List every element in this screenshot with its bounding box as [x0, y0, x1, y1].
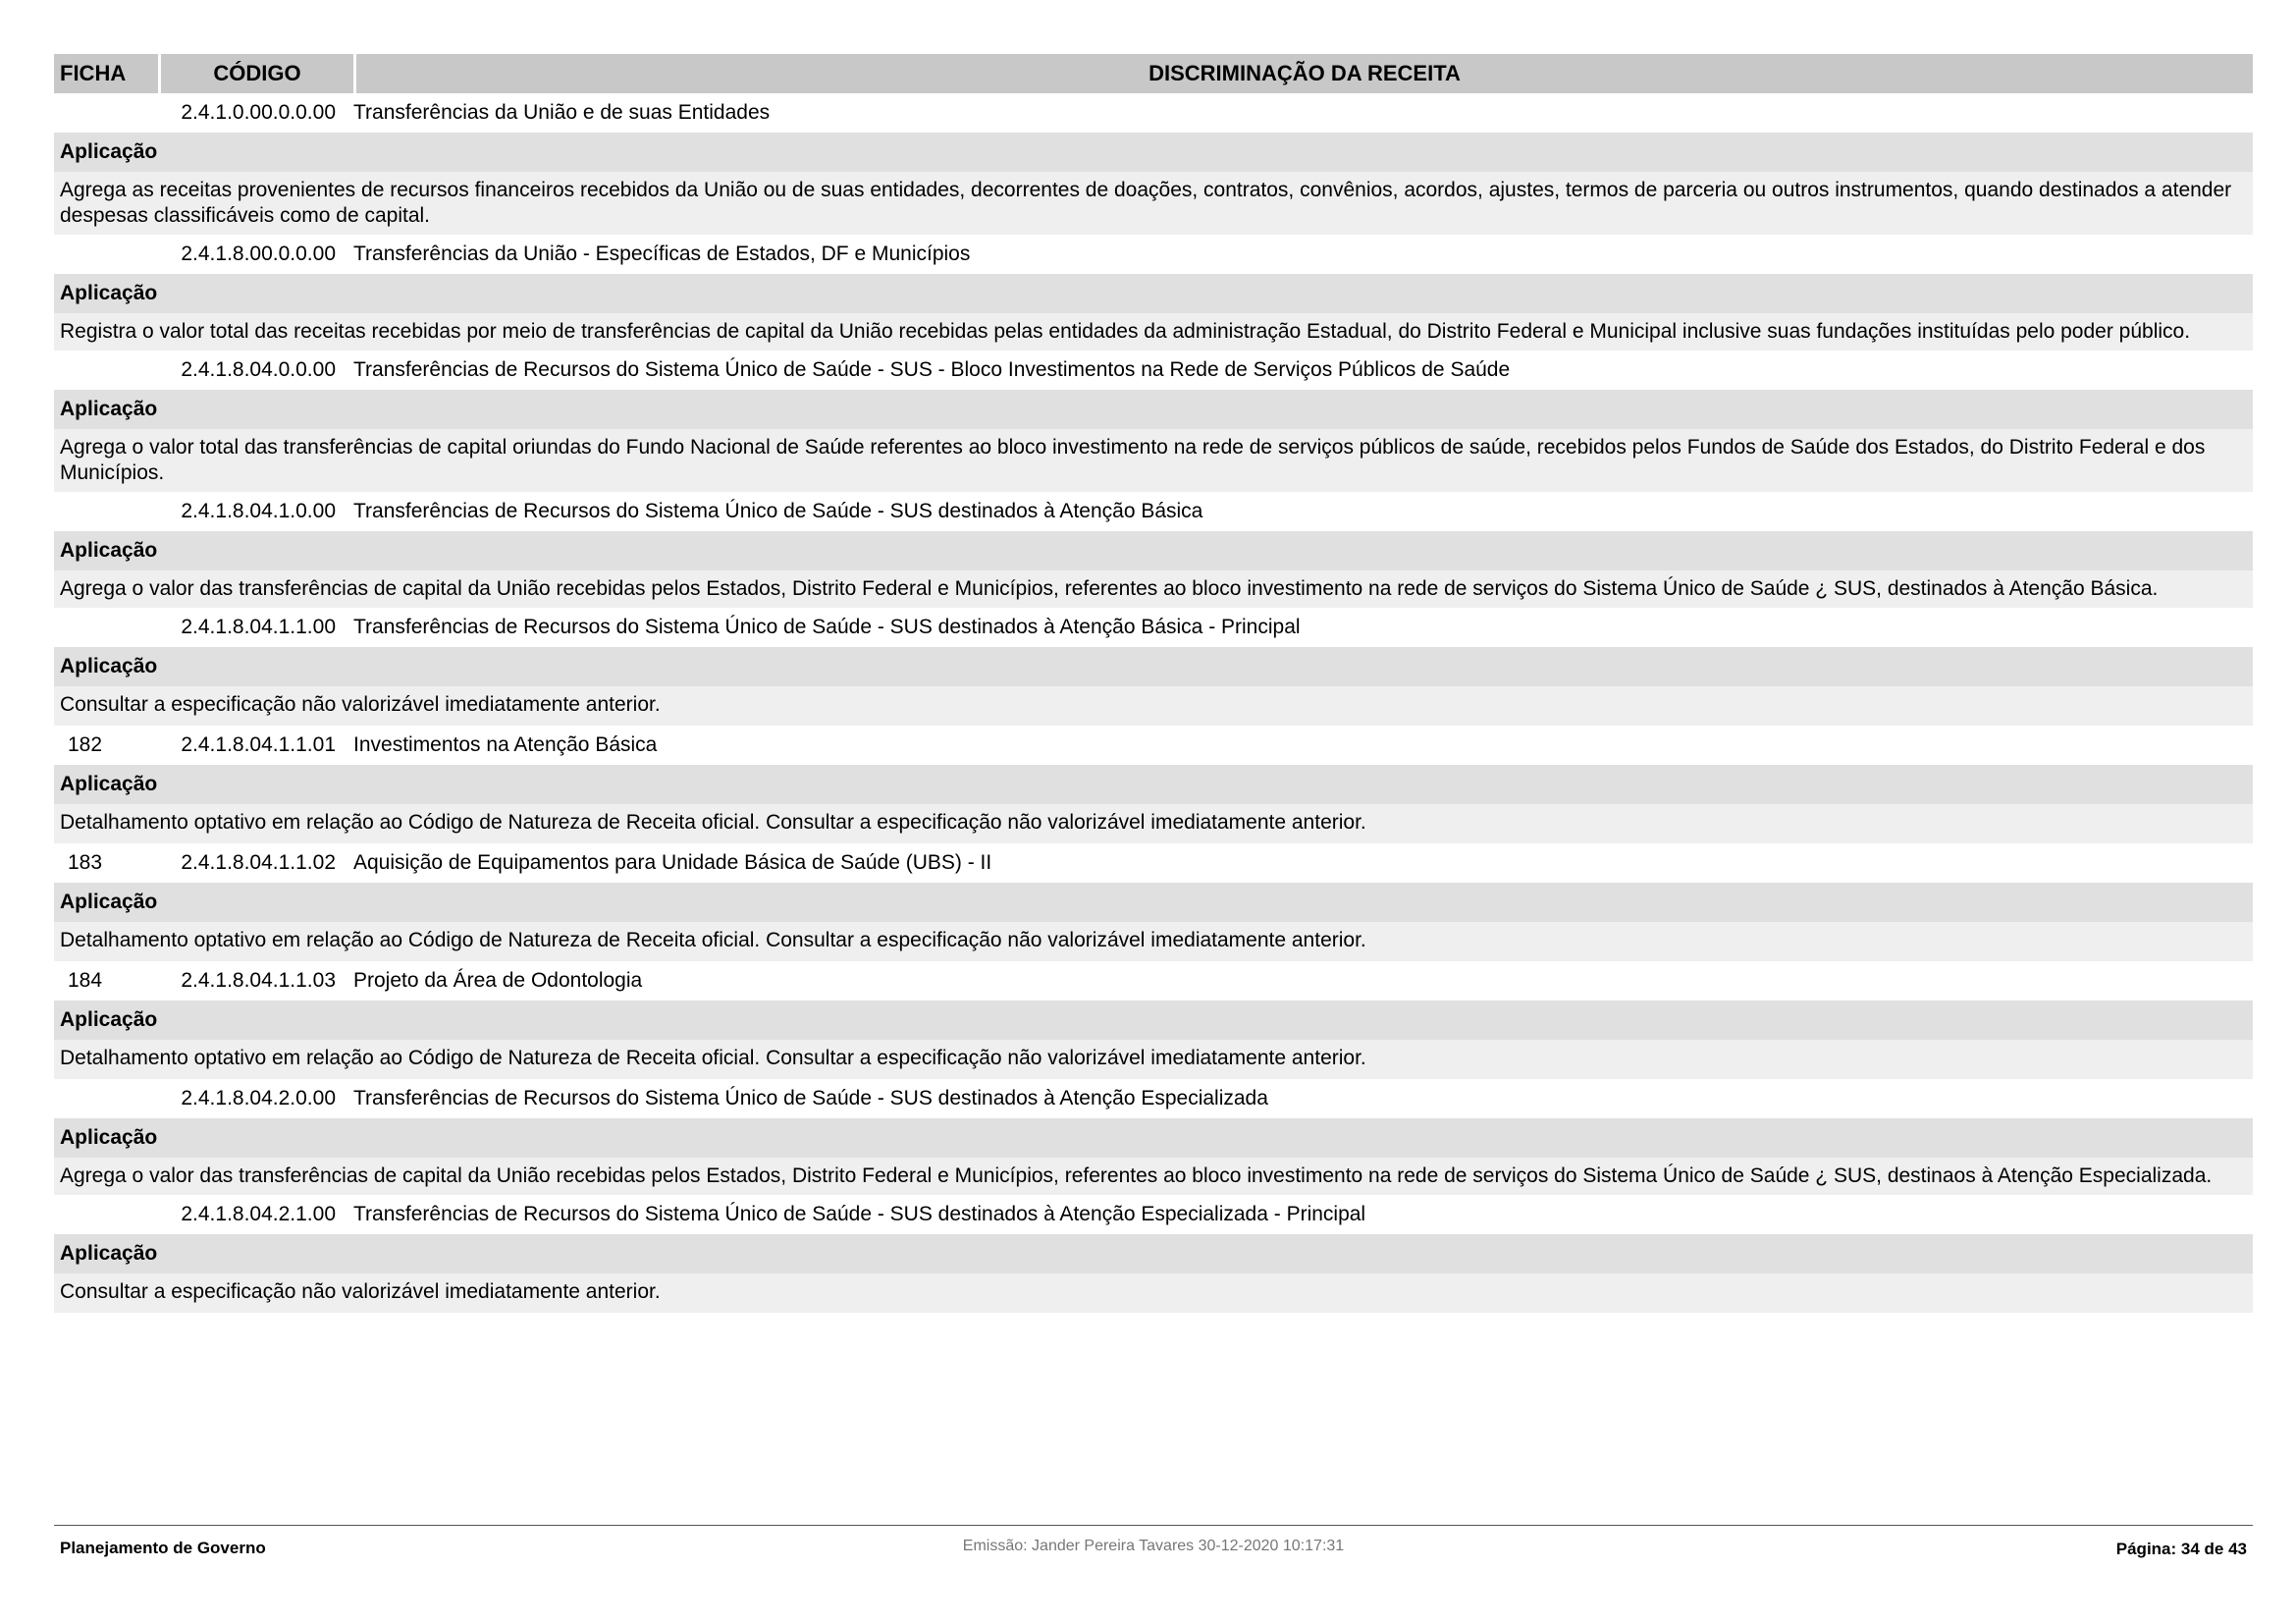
entry-ficha: 184 [68, 969, 103, 992]
entry-codigo: 2.4.1.8.04.2.1.00 [181, 1203, 336, 1225]
aplicacao-label: Aplicação [54, 1118, 2253, 1158]
footer-title: Planejamento de Governo [60, 1539, 266, 1557]
aplicacao-text: Agrega o valor das transferências de capital da União recebidas pelos Estados, Distrito Federal e Municípios, referentes ao bloco investimento na rede de serviços do Sistema Único de Saúde ¿ SUS, destinaos à Atenção Especializada. [54, 1158, 2253, 1195]
receita-table [54, 54, 2253, 1313]
entry-codigo: 2.4.1.8.04.0.0.00 [181, 358, 336, 381]
footer-page-number: Página: 34 de 43 [2115, 1540, 2247, 1558]
entry-codigo: 2.4.1.8.04.1.1.03 [181, 969, 336, 992]
aplicacao-text: Detalhamento optativo em relação ao Código de Natureza de Receita oficial. Consultar a especificação não valorizável imediatamente anterior. [54, 804, 2253, 843]
aplicacao-label: Aplicação [54, 883, 2253, 922]
aplicacao-text: Consultar a especificação não valorizável imediatamente anterior. [54, 1273, 2253, 1313]
entry-descricao: Projeto da Área de Odontologia [353, 969, 643, 992]
aplicacao-text: Consultar a especificação não valorizável imediatamente anterior. [54, 686, 2253, 726]
aplicacao-label: Aplicação [54, 531, 2253, 570]
entry-descricao: Transferências da União - Específicas de Estados, DF e Municípios [353, 243, 971, 265]
entry-code-row [54, 1195, 2253, 1234]
entry-codigo: 2.4.1.8.04.1.1.01 [181, 733, 336, 756]
entry-descricao: Transferências de Recursos do Sistema Único de Saúde - SUS destinados à Atenção Básica [353, 500, 1203, 522]
entry-descricao: Transferências da União e de suas Entidades [353, 101, 771, 124]
aplicacao-text: Detalhamento optativo em relação ao Código de Natureza de Receita oficial. Consultar a especificação não valorizável imediatamente anterior. [54, 922, 2253, 961]
entry-codigo: 2.4.1.8.04.1.0.00 [181, 500, 336, 522]
aplicacao-text: Agrega as receitas provenientes de recursos financeiros recebidos da União ou de suas entidades, decorrentes de doações, contratos, convênios, acordos, ajustes, termos de parceria ou outros instrumentos, quando destinados a atender despesas classificáveis como de capital. [54, 172, 2253, 235]
entry-ficha: 183 [68, 851, 103, 874]
entry-code-row [54, 492, 2253, 531]
entry-code-row [54, 608, 2253, 647]
header-ficha: FICHA [54, 54, 161, 93]
entry-descricao: Transferências de Recursos do Sistema Único de Saúde - SUS destinados à Atenção Especializada - Principal [353, 1203, 1366, 1225]
entry-ficha: 182 [68, 733, 103, 756]
table-header [54, 54, 2253, 93]
aplicacao-label: Aplicação [54, 274, 2253, 313]
entry-descricao: Investimentos na Atenção Básica [353, 733, 658, 756]
entries-list [54, 93, 2253, 1313]
entry-code-row [54, 726, 2253, 765]
entry-descricao: Transferências de Recursos do Sistema Único de Saúde - SUS - Bloco Investimentos na Rede de Serviços Públicos de Saúde [353, 358, 1511, 381]
aplicacao-text: Detalhamento optativo em relação ao Código de Natureza de Receita oficial. Consultar a especificação não valorizável imediatamente anterior. [54, 1040, 2253, 1079]
entry-descricao: Transferências de Recursos do Sistema Único de Saúde - SUS destinados à Atenção Especializada [353, 1087, 1268, 1109]
aplicacao-label: Aplicação [54, 1001, 2253, 1040]
aplicacao-label: Aplicação [54, 390, 2253, 429]
aplicacao-label: Aplicação [54, 765, 2253, 804]
aplicacao-text: Agrega o valor total das transferências de capital oriundas do Fundo Nacional de Saúde referentes ao bloco investimento na rede de serviços públicos de saúde, recebidos pelos Fundos de Saúde dos Estados, do Distrito Federal e dos Municípios. [54, 429, 2253, 492]
header-discriminacao: DISCRIMINAÇÃO DA RECEITA [1148, 61, 1461, 85]
entry-codigo: 2.4.1.0.00.0.0.00 [181, 101, 336, 124]
entry-codigo: 2.4.1.8.04.1.1.00 [181, 616, 336, 638]
aplicacao-label: Aplicação [54, 133, 2253, 172]
entry-descricao: Transferências de Recursos do Sistema Único de Saúde - SUS destinados à Atenção Básica - Principal [353, 616, 1301, 638]
entry-codigo: 2.4.1.8.00.0.0.00 [181, 243, 336, 265]
aplicacao-label: Aplicação [54, 1234, 2253, 1273]
entry-codigo: 2.4.1.8.04.2.0.00 [181, 1087, 336, 1109]
entry-code-row [54, 93, 2253, 133]
header-codigo: CÓDIGO [161, 54, 356, 93]
footer-emission: Emissão: Jander Pereira Tavares 30-12-2020 10:17:31 [962, 1538, 1345, 1554]
entry-codigo: 2.4.1.8.04.1.1.02 [181, 851, 336, 874]
aplicacao-text: Registra o valor total das receitas recebidas por meio de transferências de capital da União recebidas pelas entidades da administração Estadual, do Distrito Federal e Municipal inclusive suas fundações instituídas pelo poder público. [54, 313, 2253, 351]
aplicacao-text: Agrega o valor das transferências de capital da União recebidas pelos Estados, Distrito Federal e Municípios, referentes ao bloco investimento na rede de serviços do Sistema Único de Saúde ¿ SUS, destinados à Atenção Básica. [54, 570, 2253, 608]
entry-code-row [54, 351, 2253, 390]
entry-code-row [54, 235, 2253, 274]
aplicacao-label: Aplicação [54, 647, 2253, 686]
entry-descricao: Aquisição de Equipamentos para Unidade Básica de Saúde (UBS) - II [353, 851, 992, 874]
entry-code-row [54, 1079, 2253, 1118]
entry-code-row [54, 961, 2253, 1001]
page-footer [54, 1525, 2253, 1565]
entry-code-row [54, 843, 2253, 883]
